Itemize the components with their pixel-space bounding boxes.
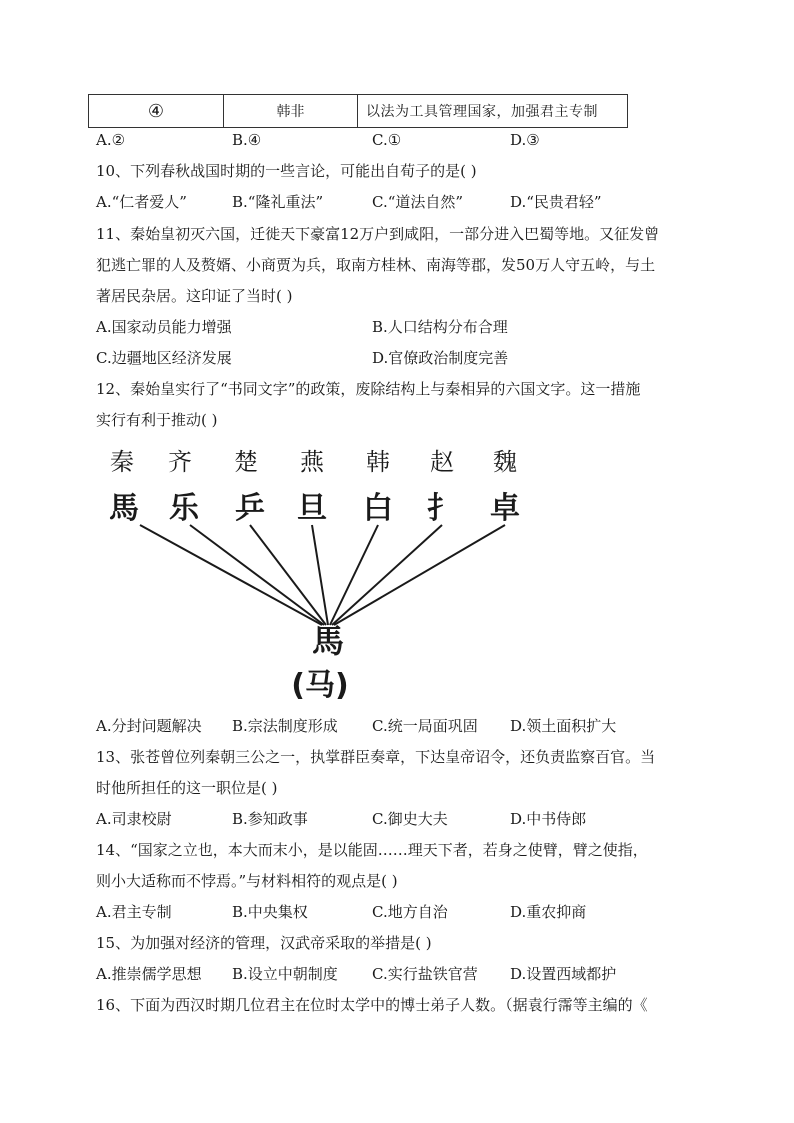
q13-stem-line-1: 13、张苍曾位列秦朝三公之一，执掌群臣奏章，下达皇帝诏令，还负责监察百官。当 — [96, 748, 656, 766]
q14-option-b: B.中央集权 — [232, 903, 308, 921]
ancient-glyph-chu: 乒 — [235, 491, 265, 526]
state-name-qin: 秦 — [110, 448, 134, 476]
table-cell-number: ④ — [89, 95, 224, 127]
q11-stem-line-2: 犯逃亡罪的人及赘婿、小商贾为兵，取南方桂林、南海等郡，发50万人守五岭，与土 — [96, 256, 656, 274]
ancient-glyph-zhao: 扌 — [427, 491, 457, 526]
q13-option-a: A.司隶校尉 — [96, 810, 172, 828]
q13-option-b: B.参知政事 — [232, 810, 308, 828]
script-unification-figure — [100, 440, 540, 715]
q9-option-b: B.④ — [232, 131, 262, 149]
q10-option-c: C.“道法自然” — [372, 193, 464, 211]
q13-stem-line-2: 时他所担任的这一职位是( ) — [96, 779, 278, 797]
q12-option-a: A.分封问题解决 — [96, 717, 202, 735]
q13-option-d: D.中书侍郎 — [510, 810, 587, 828]
q14-stem-line-2: 则小大适称而不悖焉。”与材料相符的观点是( ) — [96, 872, 398, 890]
state-name-wei: 魏 — [493, 448, 517, 476]
q16-stem: 16、下面为西汉时期几位君主在位时太学中的博士弟子人数。（据袁行霈等主编的《 — [96, 996, 648, 1014]
ancient-glyph-qi: 乐 — [169, 491, 199, 526]
q13-option-c: C.御史大夫 — [372, 810, 448, 828]
q15-option-d: D.设置西域都护 — [510, 965, 617, 983]
q11-option-a: A.国家动员能力增强 — [96, 318, 232, 336]
state-name-zhao: 赵 — [430, 448, 454, 476]
q10-option-d: D.“民贵君轻” — [510, 193, 602, 211]
state-name-chu: 楚 — [234, 448, 258, 476]
q11-option-d: D.官僚政治制度完善 — [372, 349, 509, 367]
unified-glyph-ma: 馬 — [311, 622, 345, 660]
q9-option-a: A.② — [96, 131, 126, 149]
ancient-glyph-wei: 卓 — [490, 491, 520, 526]
q12-option-d: D.领土面积扩大 — [510, 717, 617, 735]
q10-option-a: A.“仁者爱人” — [96, 193, 187, 211]
q9-option-c: C.① — [372, 131, 402, 149]
answer-table-row — [88, 94, 628, 128]
q15-option-b: B.设立中朝制度 — [232, 965, 338, 983]
q15-option-a: A.推崇儒学思想 — [96, 965, 202, 983]
q9-option-d: D.③ — [510, 131, 540, 149]
ancient-glyph-qin: 馬 — [109, 491, 139, 526]
q12-option-c: C.统一局面巩固 — [372, 717, 478, 735]
q11-option-c: C.边疆地区经济发展 — [96, 349, 232, 367]
q14-option-c: C.地方自治 — [372, 903, 448, 921]
q15-stem: 15、为加强对经济的管理，汉武帝采取的举措是( ) — [96, 934, 432, 952]
q10-option-b: B.“隆礼重法” — [232, 193, 324, 211]
q15-option-c: C.实行盐铁官营 — [372, 965, 478, 983]
q14-stem-line-1: 14、“国家之立也，本大而末小，是以能固……理天下者，若身之使臂，臂之使指， — [96, 841, 648, 859]
table-cell-idea: 以法为工具管理国家，加强君主专制 — [366, 104, 598, 120]
ancient-glyph-han: 白 — [363, 491, 393, 526]
figure-caption: (马) — [291, 668, 349, 703]
q11-option-b: B.人口结构分布合理 — [372, 318, 508, 336]
table-cell-person: 韩非 — [224, 95, 358, 127]
q12-stem-line-1: 12、秦始皇实行了“书同文字”的政策，废除结构上与秦相异的六国文字。这一措施 — [96, 380, 641, 398]
q11-stem-line-1: 11、秦始皇初灭六国，迁徙天下豪富12万户到咸阳，一部分进入巴蜀等地。又征发曾 — [96, 225, 660, 243]
q12-option-b: B.宗法制度形成 — [232, 717, 338, 735]
q10-stem: 10、下列春秋战国时期的一些言论，可能出自荀子的是( ) — [96, 162, 477, 180]
q12-stem-line-2: 实行有利于推动( ) — [96, 411, 218, 429]
state-name-yan: 燕 — [300, 448, 324, 476]
q14-option-d: D.重农抑商 — [510, 903, 587, 921]
q11-stem-line-3: 著居民杂居。这印证了当时( ) — [96, 287, 293, 305]
ancient-glyph-yan: 旦 — [297, 491, 327, 526]
q14-option-a: A.君主专制 — [96, 903, 172, 921]
state-name-qi: 齐 — [168, 448, 192, 476]
state-name-han: 韩 — [366, 448, 390, 476]
